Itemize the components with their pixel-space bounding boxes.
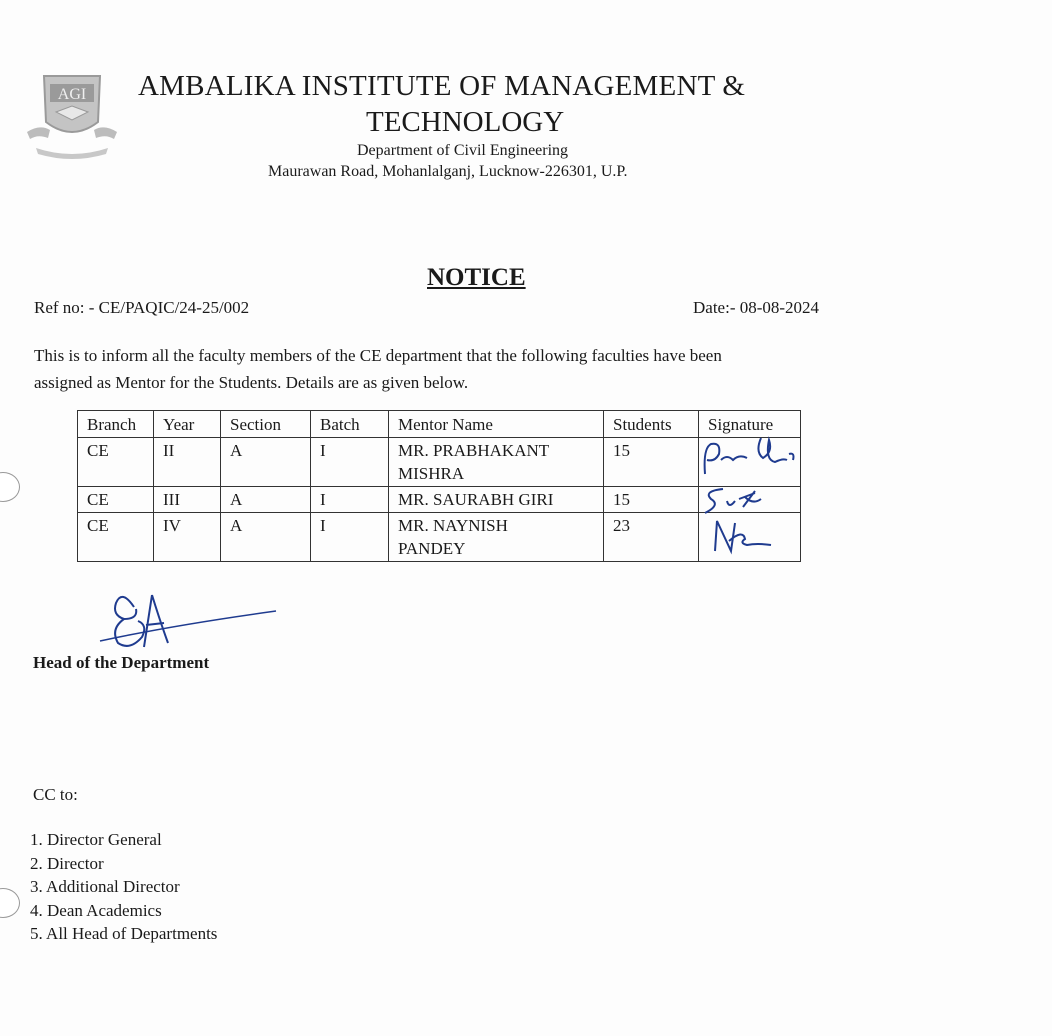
table-row	[78, 438, 801, 487]
hod-label: Head of the Department	[33, 653, 210, 672]
mentor-name-line1: MR. PRABHAKANT	[398, 441, 550, 460]
department-name: Department of Civil Engineering	[357, 142, 569, 159]
table-row	[78, 513, 801, 562]
cell-batch: I	[311, 438, 389, 487]
header-batch: Batch	[311, 411, 389, 438]
crest-icon	[22, 64, 122, 164]
institute-name-line1: AMBALIKA INSTITUTE OF MANAGEMENT &	[138, 70, 746, 102]
table-row	[78, 487, 801, 513]
cell-students: 15	[604, 438, 699, 487]
cell-section: A	[221, 513, 311, 562]
svg-text:AGI: AGI	[57, 86, 87, 103]
cell-year: IV	[154, 513, 221, 562]
table-header-row	[78, 411, 801, 438]
mentor-name-line2: PANDEY	[398, 539, 466, 558]
cc-label: CC to:	[33, 785, 78, 804]
punch-hole-top	[0, 472, 20, 502]
cell-branch: CE	[78, 487, 154, 513]
header-branch: Branch	[78, 411, 154, 438]
cell-batch: I	[311, 513, 389, 562]
cell-branch: CE	[78, 438, 154, 487]
cell-mentor	[389, 438, 604, 487]
mentor-table	[77, 410, 801, 562]
cell-year: III	[154, 487, 221, 513]
reference-number: Ref no: - CE/PAQIC/24-25/002	[34, 298, 250, 317]
header-year: Year	[154, 411, 221, 438]
list-item: 1. Director General	[30, 830, 162, 849]
notice-body	[34, 342, 874, 396]
cc-list	[30, 828, 217, 946]
notice-body-line1: This is to inform all the faculty members of the CE department that the following faculties have been	[34, 346, 722, 365]
notice-title: NOTICE	[427, 264, 526, 291]
cell-section: A	[221, 438, 311, 487]
cell-signature	[699, 487, 801, 513]
cell-year: II	[154, 438, 221, 487]
punch-hole-bottom	[0, 888, 20, 918]
cell-mentor	[389, 513, 604, 562]
cell-section: A	[221, 487, 311, 513]
cell-mentor: MR. SAURABH GIRI	[389, 487, 604, 513]
signature-mark	[699, 513, 779, 559]
cell-signature	[699, 513, 801, 562]
institute-name-line2: TECHNOLOGY	[366, 106, 565, 138]
list-item: 5. All Head of Departments	[30, 924, 218, 943]
cell-batch: I	[311, 487, 389, 513]
list-item: 2. Director	[30, 853, 104, 873]
institute-logo	[22, 64, 122, 164]
cell-signature	[699, 438, 801, 487]
header-mentor: Mentor Name	[389, 411, 604, 438]
list-item: 3. Additional Director	[30, 877, 180, 896]
notice-date: Date:- 08-08-2024	[693, 298, 820, 317]
mentor-name-line2: MISHRA	[398, 464, 465, 483]
mentor-name-line1: MR. NAYNISH	[398, 516, 508, 535]
cell-students: 23	[604, 513, 699, 562]
header-signature: Signature	[699, 411, 801, 438]
institute-address: Maurawan Road, Mohanlalganj, Lucknow-226301, U.P.	[268, 163, 628, 180]
header-students: Students	[604, 411, 699, 438]
notice-body-line2: assigned as Mentor for the Students. Details are as given below.	[34, 373, 469, 392]
cell-students: 15	[604, 487, 699, 513]
cell-branch: CE	[78, 513, 154, 562]
list-item: 4. Dean Academics	[30, 900, 162, 920]
header-section: Section	[221, 411, 311, 438]
signature-mark	[699, 430, 809, 482]
